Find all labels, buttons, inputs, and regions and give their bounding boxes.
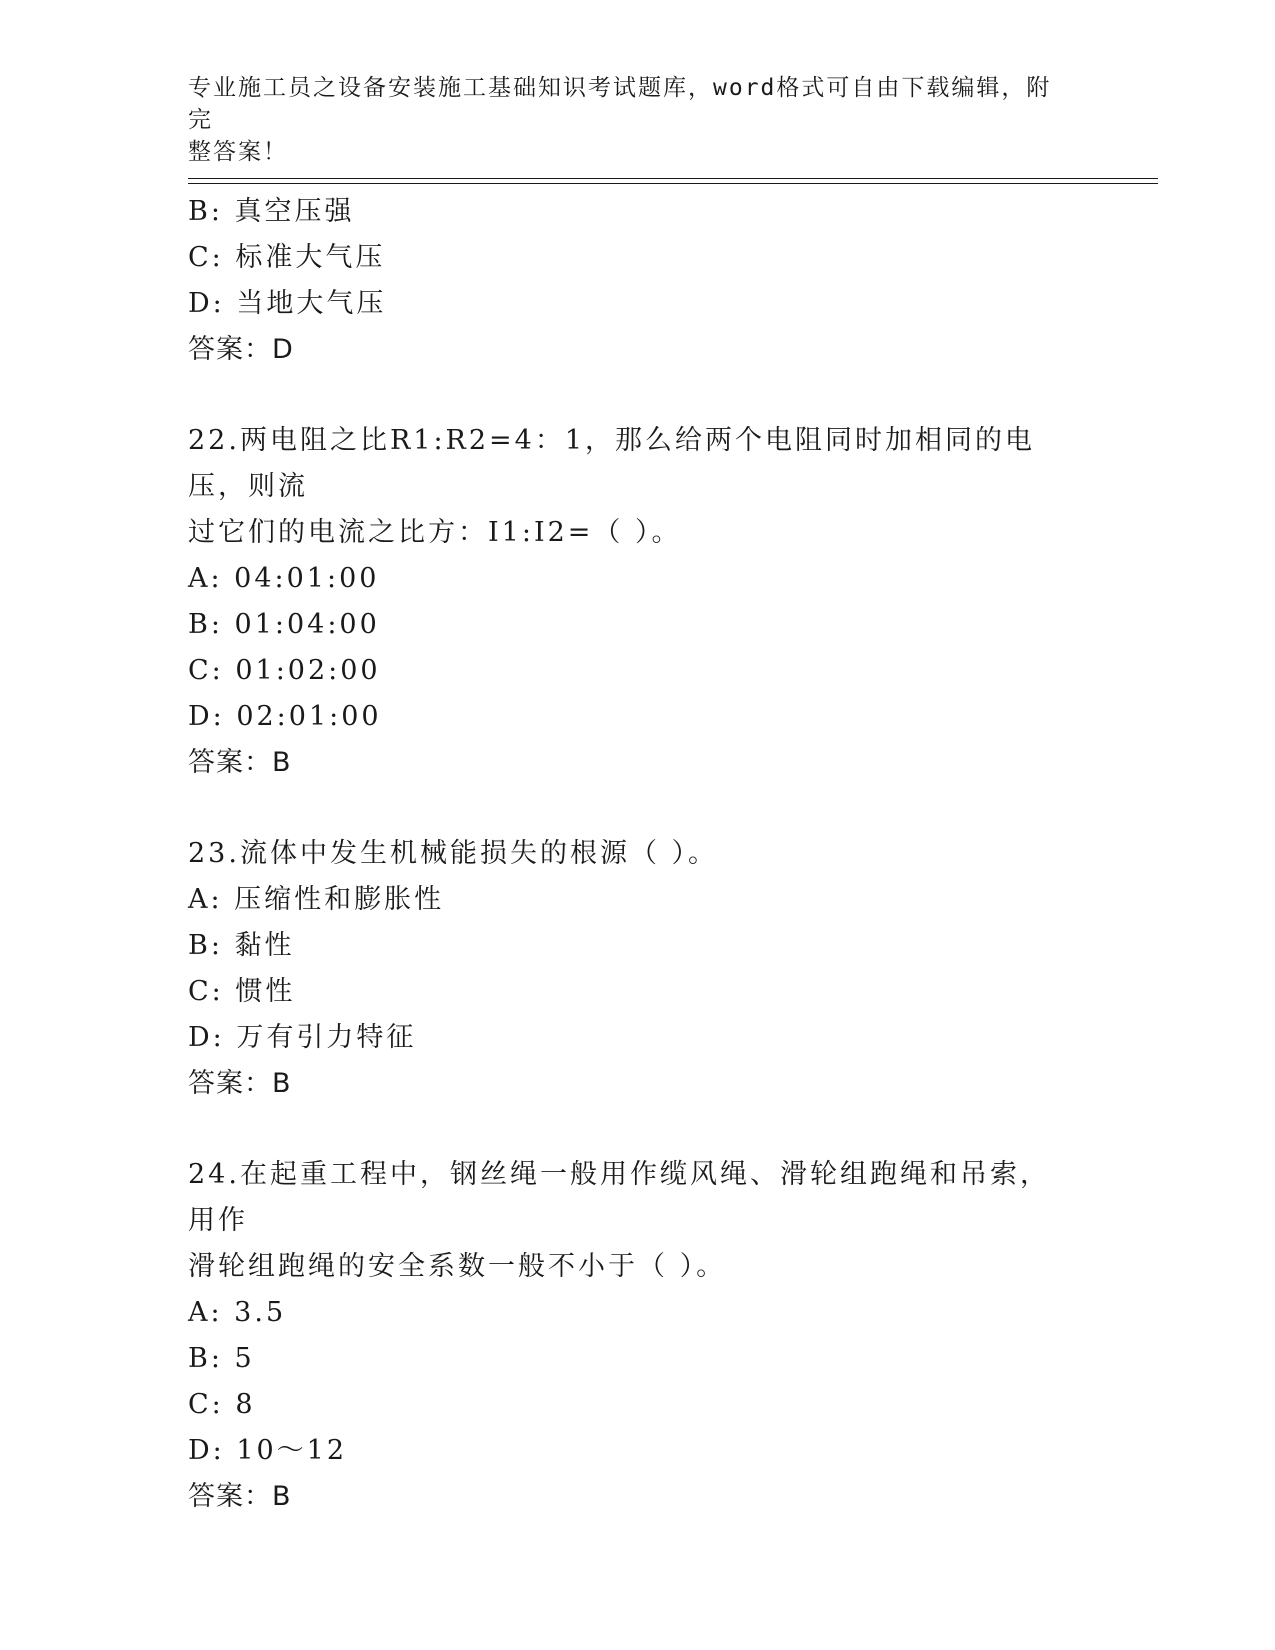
answer-line: 答案：B [188, 747, 292, 778]
header-line-2: 整答案！ [188, 139, 288, 165]
option-d: D: 万有引力特征 [188, 1022, 417, 1053]
answer-line: 答案：D [188, 334, 294, 365]
option-d: D: 10～12 [188, 1435, 348, 1466]
question-22 [188, 418, 1088, 786]
option-d: D: 02:01:00 [188, 701, 382, 732]
header-rule-top [188, 178, 1158, 179]
question-text-line-1: 23.流体中发生机械能损失的根源（ ）。 [188, 838, 719, 869]
answer-line: 答案：B [188, 1481, 292, 1512]
option-d: D: 当地大气压 [188, 288, 387, 319]
option-c: C: 8 [188, 1389, 256, 1420]
option-b: B: 5 [188, 1343, 255, 1374]
answer-line: 答案：B [188, 1068, 292, 1099]
question-text-line-2: 滑轮组跑绳的安全系数一般不小于（ ）。 [188, 1251, 727, 1282]
page-header [188, 72, 1068, 168]
carryover-block [188, 189, 1088, 373]
header-line-1: 专业施工员之设备安装施工基础知识考试题库，word格式可自由下载编辑，附完 [188, 75, 1052, 133]
option-a: A: 04:01:00 [188, 563, 380, 594]
option-c: C: 惯性 [188, 976, 296, 1007]
option-b: B: 01:04:00 [188, 609, 380, 640]
option-b: B: 黏性 [188, 930, 295, 961]
header-rule-bottom [188, 183, 1158, 184]
option-c: C: 标准大气压 [188, 242, 386, 273]
question-24 [188, 1152, 1088, 1520]
option-b: B: 真空压强 [188, 196, 355, 227]
document-body [188, 189, 1088, 1520]
question-23 [188, 831, 1088, 1107]
question-text-line-1: 24.在起重工程中，钢丝绳一般用作缆风绳、滑轮组跑绳和吊索，用作 [188, 1159, 1050, 1236]
option-c: C: 01:02:00 [188, 655, 381, 686]
question-text-line-1: 22.两电阻之比R1:R2=4：1，那么给两个电阻同时加相同的电压，则流 [188, 425, 1036, 502]
question-text-line-2: 过它们的电流之比方：I1:I2=（ ）。 [188, 517, 682, 548]
option-a: A: 3.5 [188, 1297, 287, 1328]
option-a: A: 压缩性和膨胀性 [188, 884, 445, 915]
